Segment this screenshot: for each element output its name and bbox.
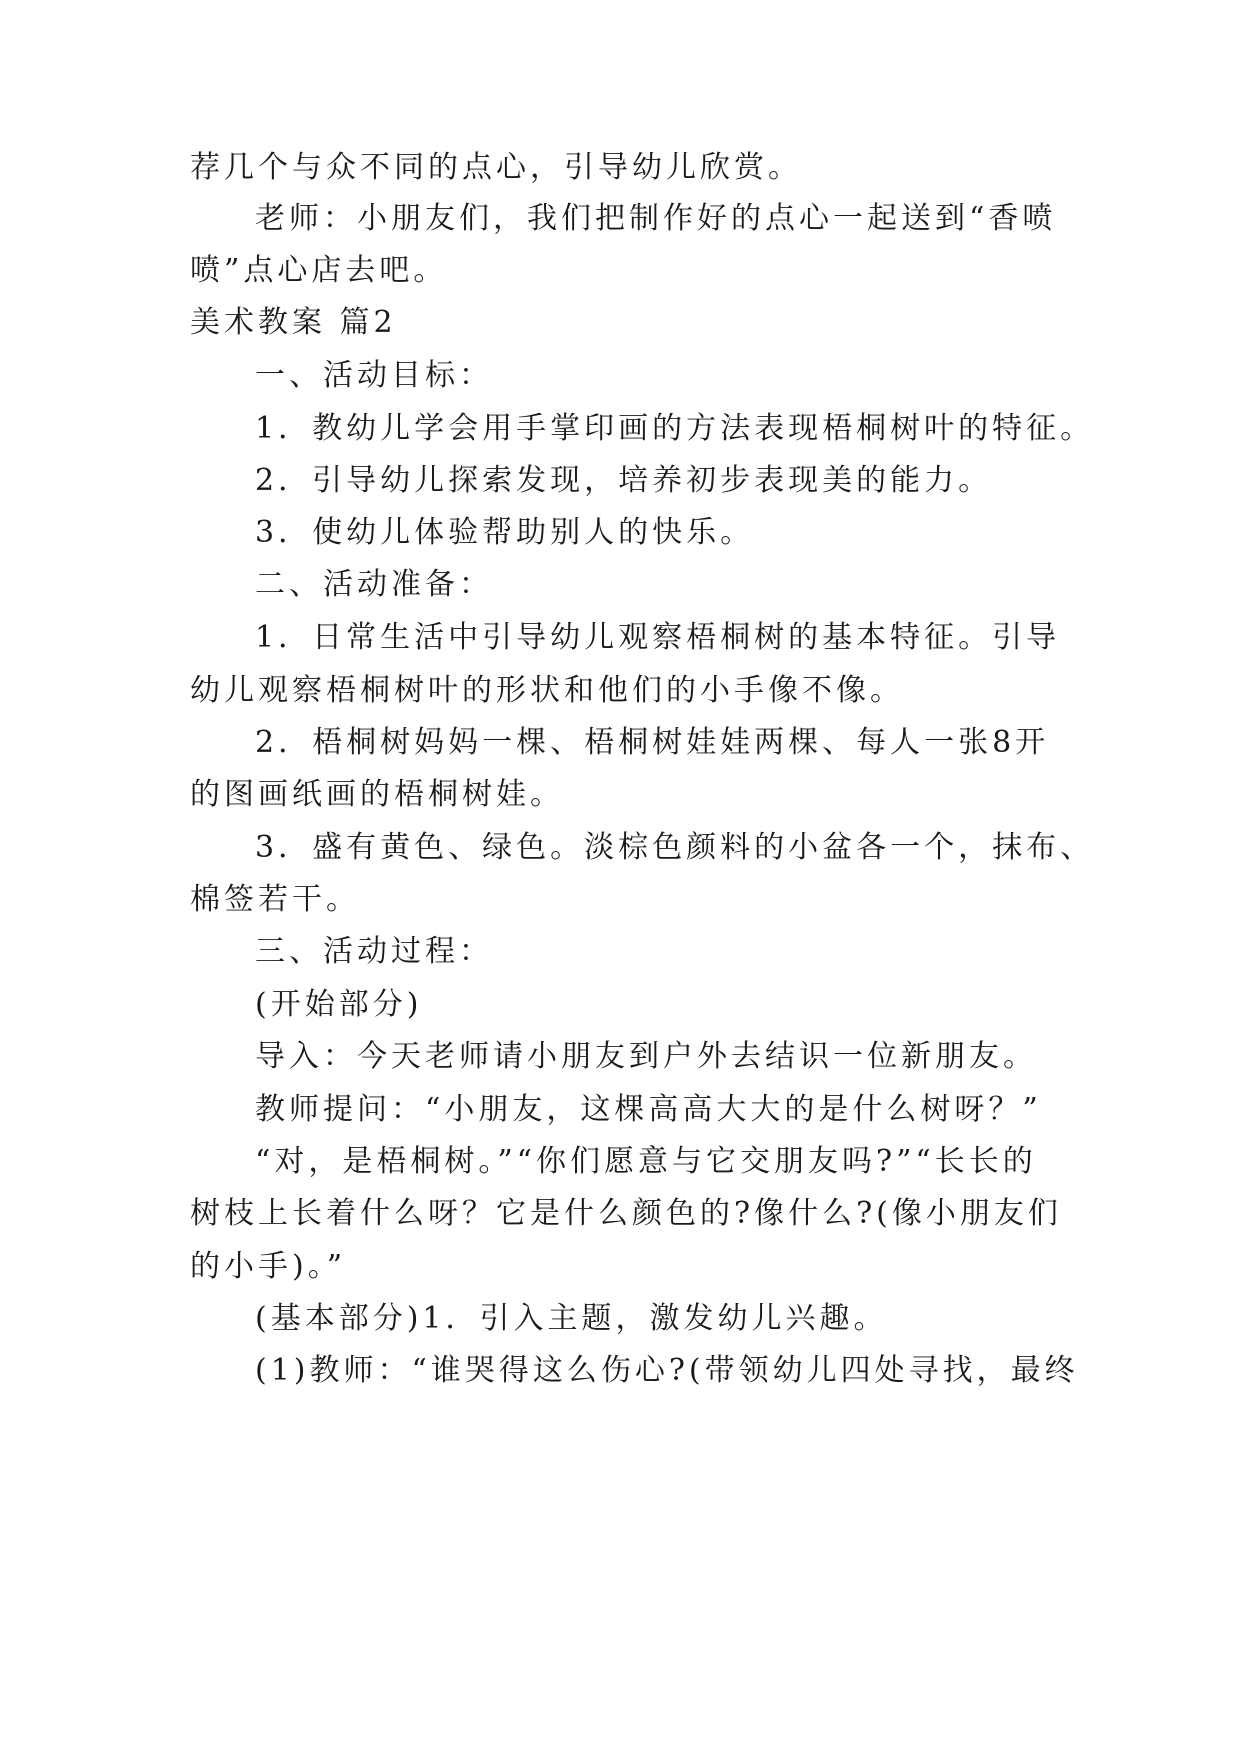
list-item: 3．使幼儿体验帮助别人的快乐。 xyxy=(255,515,755,550)
text-line: 棉签若干。 xyxy=(190,882,360,917)
text-line: 导入：今天老师请小朋友到户外去结识一位新朋友。 xyxy=(255,1039,1037,1074)
list-item: 1．教幼儿学会用手掌印画的方法表现梧桐树叶的特征。 xyxy=(255,411,1095,446)
text-line: 幼儿观察梧桐树叶的形状和他们的小手像不像。 xyxy=(190,673,904,708)
text-line: 树枝上长着什么呀？它是什么颜色的?像什么?(像小朋友们 xyxy=(190,1196,1062,1231)
list-item: 3．盛有黄色、绿色。淡棕色颜料的小盆各一个，抹布、 xyxy=(255,830,1095,865)
subheading: 二、活动准备： xyxy=(255,567,493,602)
text-line: 的图画纸画的梧桐树娃。 xyxy=(190,777,564,812)
text-line: (基本部分)1．引入主题，激发幼儿兴趣。 xyxy=(255,1301,888,1336)
text-line: (1)教师：“谁哭得这么伤心?(带领幼儿四处寻找，最终 xyxy=(255,1353,1079,1388)
section-heading: 美术教案 篇2 xyxy=(190,305,397,340)
subheading: 三、活动过程： xyxy=(255,934,493,969)
text-line: 喷”点心店去吧。 xyxy=(190,253,448,288)
text-line: 老师：小朋友们，我们把制作好的点心一起送到“香喷 xyxy=(255,201,1057,236)
list-item: 2．引导幼儿探索发现，培养初步表现美的能力。 xyxy=(255,463,993,498)
list-item: 2．梧桐树妈妈一棵、梧桐树娃娃两棵、每人一张8开 xyxy=(255,725,1050,760)
text-line: 的小手)。” xyxy=(190,1249,347,1284)
text-line: “对，是梧桐树。”“你们愿意与它交朋友吗?”“长长的 xyxy=(255,1144,1037,1179)
text-line: (开始部分) xyxy=(255,987,423,1022)
subheading: 一、活动目标： xyxy=(255,358,493,393)
text-line: 荐几个与众不同的点心，引导幼儿欣赏。 xyxy=(190,150,802,185)
list-item: 1．日常生活中引导幼儿观察梧桐树的基本特征。引导 xyxy=(255,620,1061,655)
text-line: 教师提问：“小朋友，这棵高高大大的是什么树呀？” xyxy=(255,1092,1042,1127)
